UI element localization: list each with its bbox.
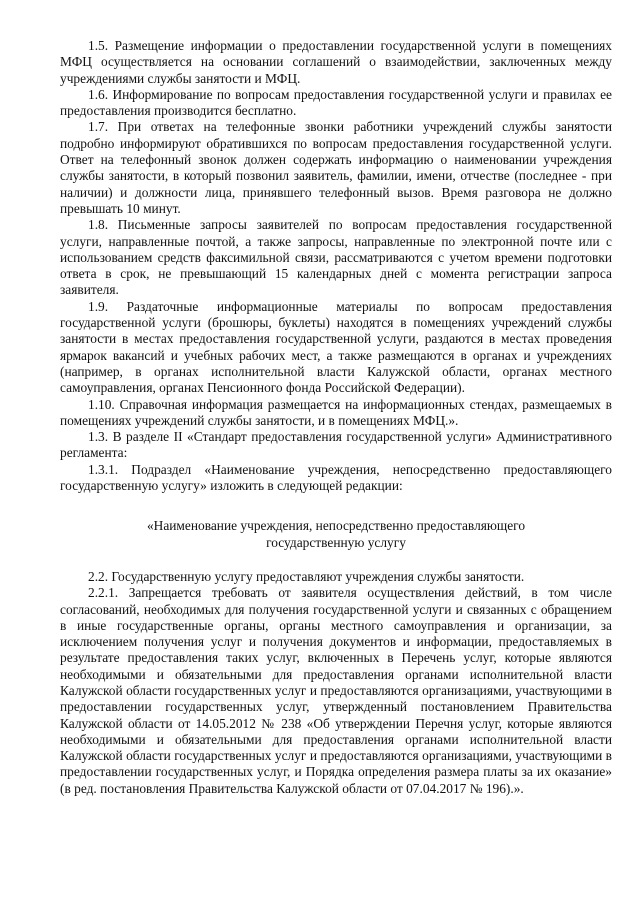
paragraph-1-5: 1.5. Размещение информации о предоставлении государственной услуги в помещениях МФЦ осуществляется на основании соглашений о взаимодействии, заключенных между учреждениями службы занятости и МФЦ. [60, 38, 612, 86]
section-heading-line-2: государственную услугу [266, 534, 406, 550]
paragraph-1-7: 1.7. При ответах на телефонные звонки работники учреждений службы занятости подробно информируют обратившихся по вопросам предоставления государственной услуги. Ответ на телефонный звонок должен содержать информацию о наименовании учреждения службы занятости, в который позвонил заявитель, фамилии, имени, отчестве (последнее - при наличии) и должности лица, принявшего телефонный вызов. Время разговора не должно превышать 10 минут. [60, 119, 612, 216]
section-heading [60, 518, 612, 551]
paragraph-1-6: 1.6. Информирование по вопросам предоставления государственной услуги и правилах ее предоставления производится бесплатно. [60, 86, 612, 119]
paragraph-1-8: 1.8. Письменные запросы заявителей по вопросам предоставления государственной услуги, направленные почтой, а также запросы, направленные по электронной почте или с использованием средств факсимильной связи, рассматриваются с учетом времени подготовки ответа в срок, не превышающий 15 календарных дней с момента регистрации запроса заявителя. [60, 217, 612, 298]
document-page [60, 38, 612, 797]
paragraph-1-3-1: 1.3.1. Подраздел «Наименование учреждения, непосредственно предоставляющего государственную услугу» изложить в следующей редакции: [60, 461, 612, 494]
paragraph-2-2: 2.2. Государственную услугу предоставляют учреждения службы занятости. [88, 568, 525, 584]
paragraph-1-10: 1.10. Справочная информация размещается на информационных стендах, размещаемых в помещениях учреждений службы занятости, и в помещениях МФЦ.». [60, 396, 612, 428]
section-heading-line-1: «Наименование учреждения, непосредственно предоставляющего [146, 518, 526, 534]
paragraph-2-2-1: 2.2.1. Запрещается требовать от заявителя осуществления действий, в том числе согласований, необходимых для получения государственной услуги и связанных с обращением в иные государственные органы, органы местного самоуправления и организации, за исключением получения услуг и получения документов и информации, предоставляемых в результате предоставления таких услуг, включенных в Перечень услуг, которые являются необходимыми и обязательными для предоставления органами исполнительной власти Калужской области государственных услуг и предоставляются организациями, участвующими в предоставлении государственных услуг, утвержденный постановлением Правительства Калужской области от 14.05.2012 № 238 «Об утверждении Перечня услуг, которые являются необходимыми и обязательными для предоставления органами исполнительной власти Калужской области государственных услуг и предоставляются организациями, участвующими в предоставлении государственных услуг, и Порядка определения размера платы за их оказание» (в ред. постановления Правительства Калужской области от 07.04.2017 № 196).». [60, 585, 612, 796]
paragraph-1-3: 1.3. В разделе II «Стандарт предоставления государственной услуги» Административного регламента: [60, 429, 612, 461]
paragraph-1-9: 1.9. Раздаточные информационные материалы по вопросам предоставления государственной услуги (брошюры, буклеты) находятся в помещениях учреждений службы занятости в местах предоставления государственной услуги, раздаются в местах проведения ярмарок вакансий и учебных рабочих мест, а также размещаются в органах и учреждениях (например, в органах исполнительной власти Калужской области, органах местного самоуправления, органах Пенсионного фонда Российской Федерации). [60, 298, 612, 396]
